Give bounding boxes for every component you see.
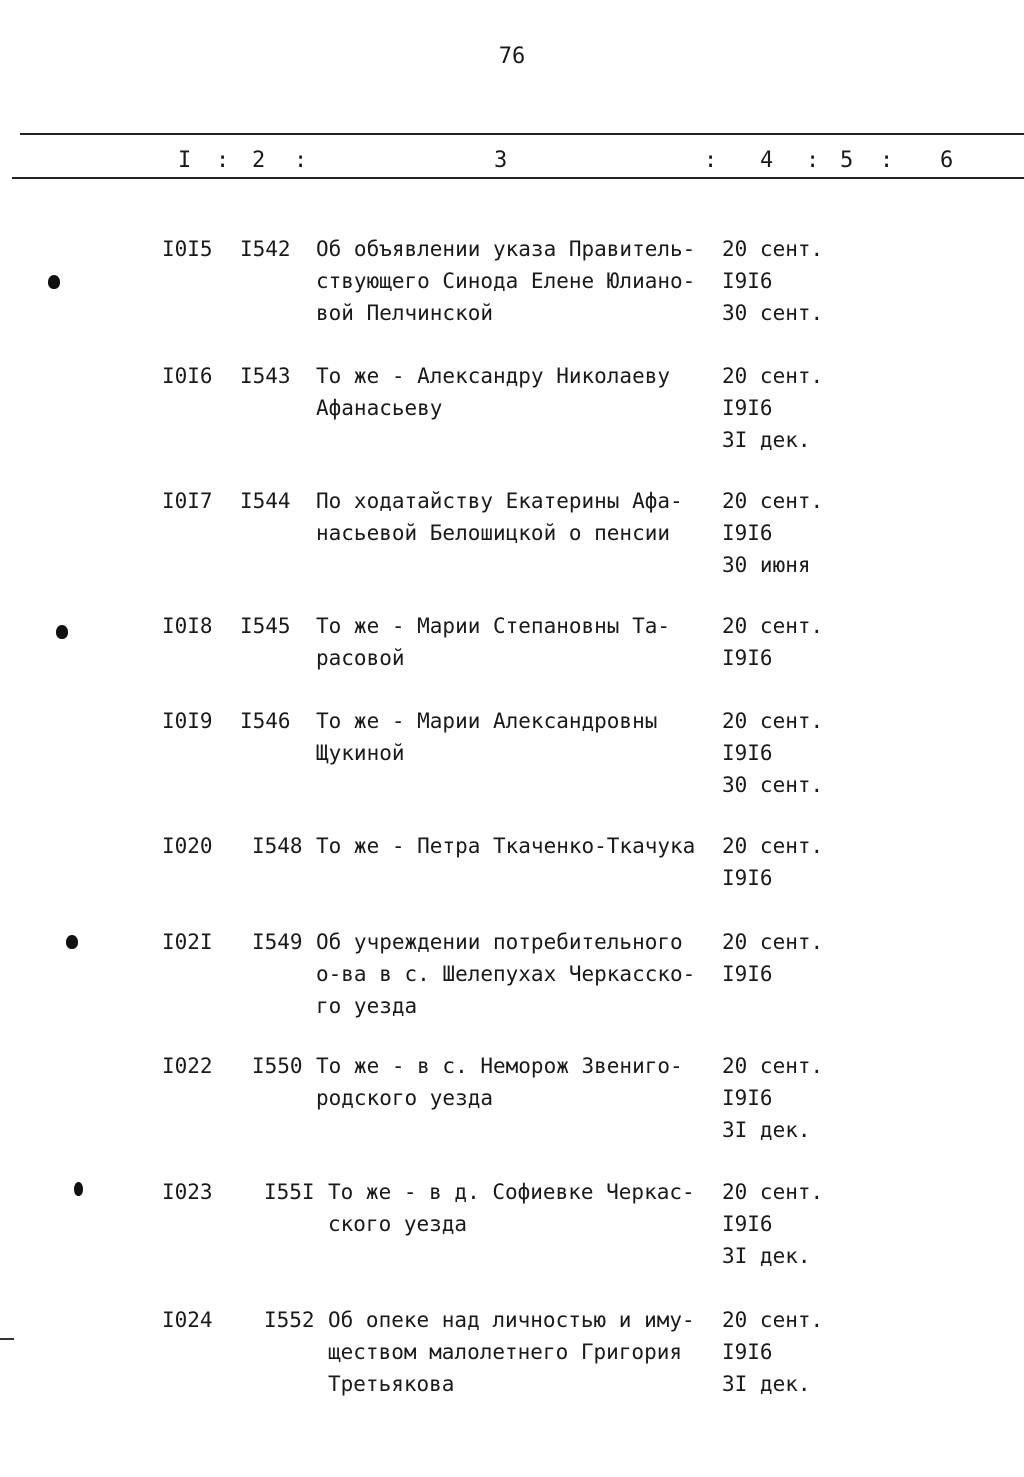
date-line: 20 сент. [722, 237, 824, 261]
date-line: I9I6 [722, 962, 773, 986]
date-line: 20 сент. [722, 709, 824, 733]
column-header-3: 3 [494, 148, 508, 173]
record-number: I024 [162, 1308, 213, 1332]
description-line: То же - Марии Александровны [316, 709, 658, 733]
date-line: 3I дек. [722, 1118, 811, 1142]
date-line: 20 сент. [722, 614, 824, 638]
description-line: Об опеке над личностью и иму- [328, 1308, 695, 1332]
column-header-sep-4: : [806, 148, 820, 173]
date-line: I9I6 [722, 1086, 773, 1110]
description-line: го уезда [316, 994, 418, 1018]
description-line: То же - в д. Софиевке Черкас- [328, 1180, 695, 1204]
dates [722, 1304, 823, 1400]
description-line: ствующего Синода Елене Юлиано- [316, 269, 696, 293]
column-header-sep-1: : [216, 148, 230, 173]
file-number: I543 [240, 364, 291, 388]
description [316, 610, 670, 674]
description [316, 360, 670, 424]
column-header-sep-5: : [880, 148, 894, 173]
date-line: I9I6 [722, 521, 773, 545]
dates [722, 360, 823, 456]
description-line: Об учреждении потребительного [316, 930, 683, 954]
date-line: 30 сент. [722, 773, 824, 797]
dates [722, 485, 823, 581]
dates [722, 830, 823, 894]
record-number: I02I [162, 930, 213, 954]
edge-mark [0, 1338, 14, 1340]
date-line: I9I6 [722, 866, 773, 890]
date-line: 20 сент. [722, 930, 824, 954]
date-line: 20 сент. [722, 834, 824, 858]
record-number: I020 [162, 834, 213, 858]
dates [722, 926, 823, 990]
column-header-sep-3: : [704, 148, 718, 173]
record-number: I023 [162, 1180, 213, 1204]
description-line: То же - в с. Неморож Звениго- [316, 1054, 683, 1078]
description-line: То же - Александру Николаеву [316, 364, 671, 388]
description-line: По ходатайству Екатерины Афа- [316, 489, 683, 513]
file-number: I548 [252, 834, 303, 858]
description [328, 1304, 695, 1400]
description-line: ского уезда [328, 1212, 468, 1236]
description-line: Щукиной [316, 741, 405, 765]
date-line: I9I6 [722, 269, 773, 293]
description [328, 1176, 695, 1240]
description [316, 233, 695, 329]
description-line: насьевой Белошицкой о пенсии [316, 521, 671, 545]
ink-spot [66, 935, 78, 949]
date-line: 20 сент. [722, 1180, 824, 1204]
record-number: I0I9 [162, 709, 213, 733]
ink-spot [74, 1182, 83, 1196]
date-line: 30 сент. [722, 301, 824, 325]
dates [722, 610, 823, 674]
date-line: 20 сент. [722, 1054, 824, 1078]
file-number: I544 [240, 489, 291, 513]
date-line: 20 сент. [722, 1308, 824, 1332]
record-number: I0I6 [162, 364, 213, 388]
column-header-4: 4 [760, 148, 774, 173]
description [316, 926, 695, 1022]
description-line: Афанасьеву [316, 396, 443, 420]
description [316, 485, 683, 549]
date-line: I9I6 [722, 646, 773, 670]
date-line: I9I6 [722, 741, 773, 765]
description [316, 705, 657, 769]
dates [722, 705, 823, 801]
ink-spot [48, 275, 60, 289]
record-number: I0I5 [162, 237, 213, 261]
description-line: То же - Марии Степановны Та- [316, 614, 671, 638]
record-number: I022 [162, 1054, 213, 1078]
date-line: 3I дек. [722, 1244, 811, 1268]
file-number: I545 [240, 614, 291, 638]
record-number: I0I7 [162, 489, 213, 513]
date-line: 3I дек. [722, 1372, 811, 1396]
description-line: родского уезда [316, 1086, 494, 1110]
record-number: I0I8 [162, 614, 213, 638]
file-number: I550 [252, 1054, 303, 1078]
description-line: вой Пелчинской [316, 301, 494, 325]
date-line: I9I6 [722, 1212, 773, 1236]
description [316, 1050, 683, 1114]
description-line: Третьякова [328, 1372, 455, 1396]
file-number: I542 [240, 237, 291, 261]
dates [722, 233, 823, 329]
description-line: ществом малолетнего Григория [328, 1340, 683, 1364]
column-header-6: 6 [940, 148, 954, 173]
description-line: расовой [316, 646, 405, 670]
column-header-5: 5 [840, 148, 854, 173]
file-number: I55I [264, 1180, 315, 1204]
column-header-1: I [178, 148, 192, 173]
date-line: I9I6 [722, 1340, 773, 1364]
date-line: 30 июня [722, 553, 811, 577]
description-line: Об объявлении указа Правитель- [316, 237, 696, 261]
description-line: То же - Петра Ткаченко-Ткачука [316, 834, 696, 858]
description [316, 830, 695, 862]
page-number: 76 [498, 44, 526, 69]
dates [722, 1176, 823, 1272]
file-number: I549 [252, 930, 303, 954]
ink-spot [56, 625, 68, 639]
column-header-2: 2 [252, 148, 266, 173]
file-number: I552 [264, 1308, 315, 1332]
column-header-sep-2: : [294, 148, 308, 173]
date-line: 20 сент. [722, 364, 824, 388]
description-line: о-ва в с. Шелепухах Черкасско- [316, 962, 696, 986]
date-line: I9I6 [722, 396, 773, 420]
date-line: 20 сент. [722, 489, 824, 513]
dates [722, 1050, 823, 1146]
file-number: I546 [240, 709, 291, 733]
date-line: 3I дек. [722, 428, 811, 452]
